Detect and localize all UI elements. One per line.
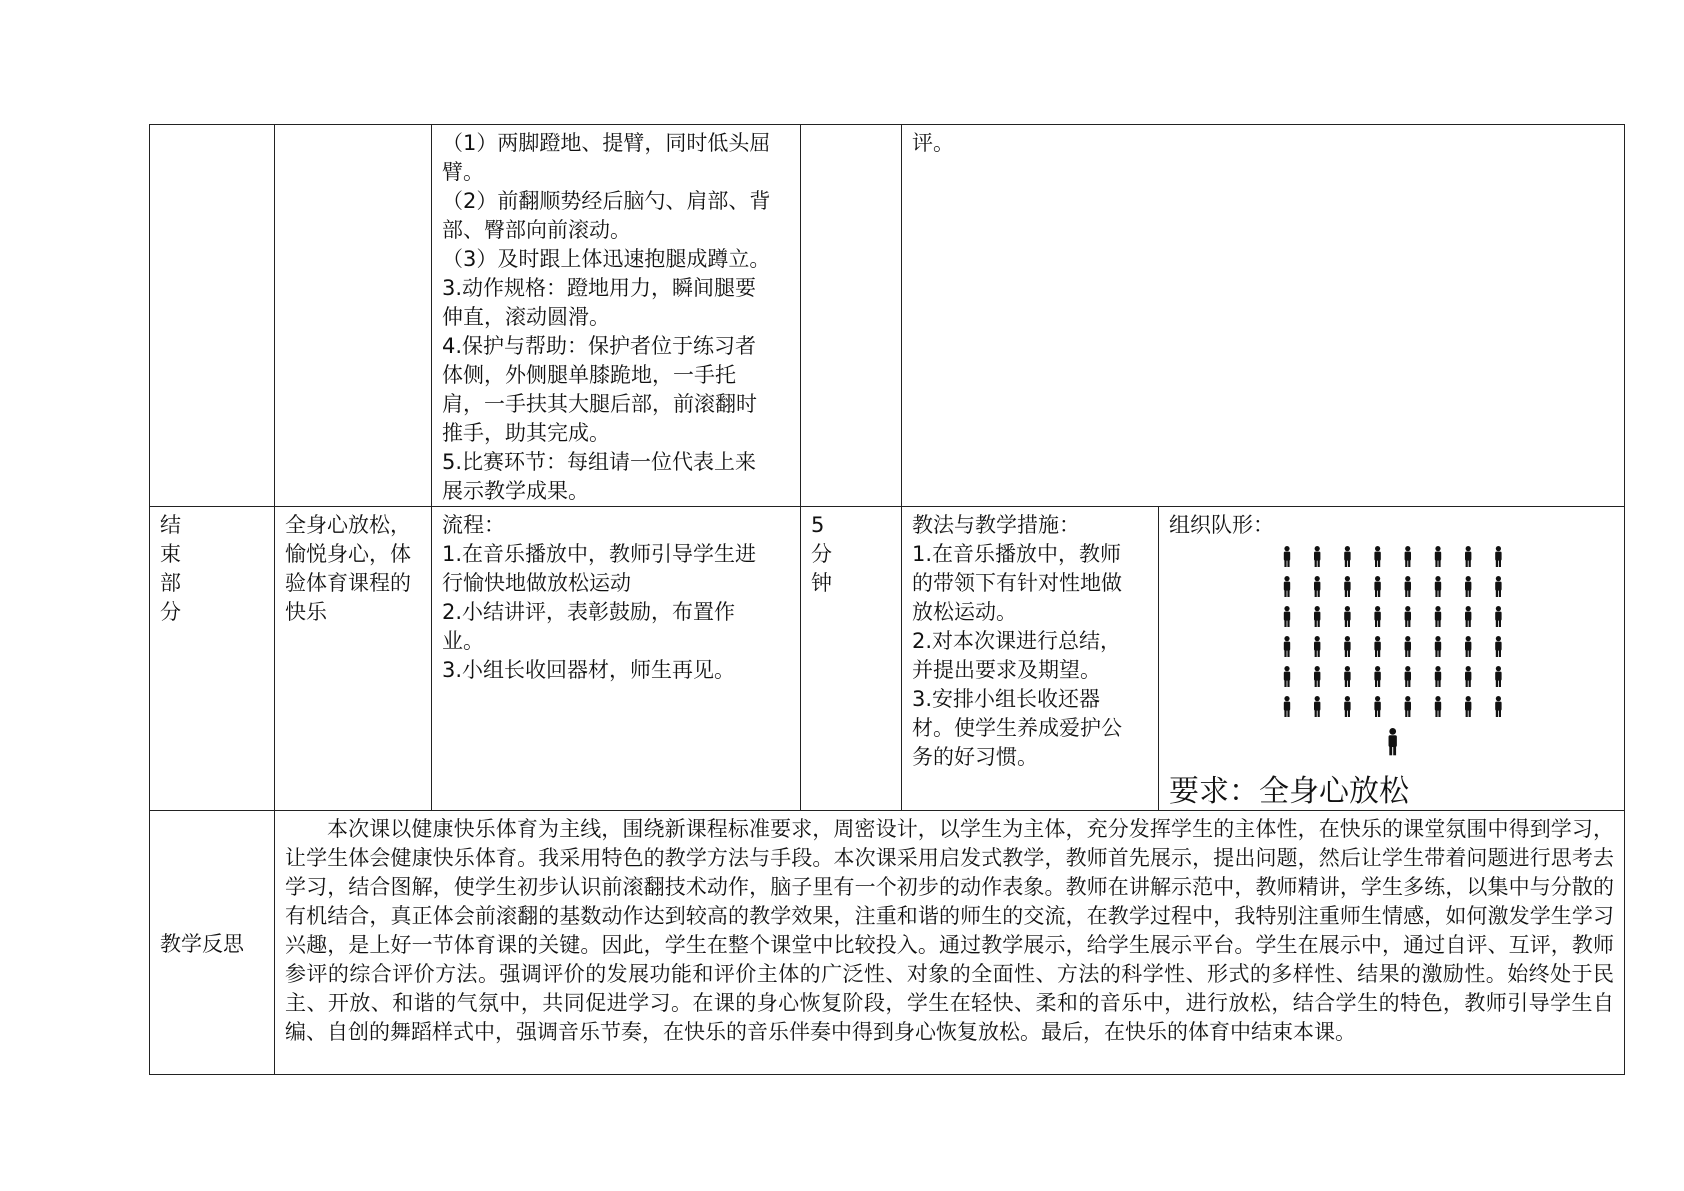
method-line: 材。使学生养成爱护公: [912, 716, 1122, 740]
method-line: 放松运动。: [912, 600, 1017, 624]
formation-cell: [1159, 507, 1625, 811]
content-line: 肩，一手扶其大腿后部，前滚翻时: [442, 392, 757, 416]
content-line: 5.比赛环节：每组请一位代表上来: [442, 450, 757, 474]
student-person-icon: [1314, 666, 1320, 687]
student-person-icon: [1405, 636, 1411, 657]
student-person-icon: [1284, 636, 1290, 657]
method-text: 评。: [912, 131, 954, 155]
formation-svg: [1169, 540, 1609, 758]
process-lines: [442, 511, 790, 685]
student-person-icon: [1284, 606, 1290, 627]
student-person-icon: [1314, 636, 1320, 657]
process-line: 2.小结讲评，表彰鼓励，布置作: [442, 600, 736, 624]
method-line: 3.安排小组长收还器: [912, 687, 1101, 711]
student-person-icon: [1314, 696, 1320, 717]
student-person-icon: [1374, 636, 1380, 657]
reflection-text-cell: [275, 811, 1625, 1075]
student-person-icon: [1284, 546, 1290, 567]
student-person-icon: [1374, 696, 1380, 717]
student-person-icon: [1495, 606, 1501, 627]
student-person-icon: [1435, 576, 1441, 597]
content-line: （3）及时跟上体迅速抱腿成蹲立。: [442, 247, 771, 271]
process-line: 业。: [442, 629, 484, 653]
method-cell: [902, 507, 1159, 811]
student-person-icon: [1405, 606, 1411, 627]
student-person-icon: [1465, 696, 1471, 717]
student-person-icon: [1374, 666, 1380, 687]
student-person-icon: [1495, 696, 1501, 717]
content-line: 体侧，外侧腿单膝跪地，一手托: [442, 363, 736, 387]
lesson-plan-table: [149, 124, 1625, 1075]
part-char: 束: [160, 542, 181, 566]
student-person-icon: [1495, 636, 1501, 657]
part-char: 部: [160, 571, 181, 595]
content-lines: [442, 129, 790, 506]
method-line: 务的好习惯。: [912, 745, 1038, 769]
part-char: 结: [160, 513, 181, 537]
student-person-icon: [1314, 576, 1320, 597]
content-line: 臂。: [442, 160, 484, 184]
method-line: 并提出要求及期望。: [912, 658, 1101, 682]
process-cell: [432, 507, 801, 811]
student-person-icon: [1465, 636, 1471, 657]
student-person-icon: [1344, 666, 1350, 687]
table-row-reflection: [150, 811, 1625, 1075]
process-line: 行愉快地做放松运动: [442, 571, 631, 595]
student-person-icon: [1405, 546, 1411, 567]
time-lines: [811, 511, 891, 598]
content-line: （1）两脚蹬地、提臂，同时低头屈: [442, 131, 771, 155]
process-line: 1.在音乐播放中，教师引导学生进: [442, 542, 757, 566]
student-person-icon: [1284, 576, 1290, 597]
requirement-text: 要求：全身心放松: [1169, 774, 1409, 809]
goal-lines: [285, 511, 421, 627]
student-person-icon: [1405, 576, 1411, 597]
student-person-icon: [1495, 546, 1501, 567]
student-person-icon: [1284, 696, 1290, 717]
student-person-icon: [1435, 696, 1441, 717]
student-person-icon: [1435, 606, 1441, 627]
content-line: 展示教学成果。: [442, 479, 589, 503]
student-person-icon: [1405, 696, 1411, 717]
student-person-icon: [1465, 666, 1471, 687]
content-line: 4.保护与帮助：保护者位于练习者: [442, 334, 757, 358]
content-line: 伸直，滚动圆滑。: [442, 305, 610, 329]
table-row-content-continued: [150, 125, 1625, 507]
goal-line: 全身心放松，: [285, 513, 411, 537]
student-person-icon: [1435, 666, 1441, 687]
time-cell: [801, 507, 902, 811]
time-line: 钟: [811, 571, 832, 595]
time-line: 5: [811, 513, 825, 537]
method-line: 2.对本次课进行总结，: [912, 629, 1122, 653]
method-line: 的带领下有针对性地做: [912, 571, 1122, 595]
formation-diagram: [1169, 540, 1614, 780]
student-person-icon: [1284, 666, 1290, 687]
part-cell: [150, 507, 275, 811]
student-person-icon: [1314, 606, 1320, 627]
student-person-icon: [1465, 606, 1471, 627]
part-label: [160, 511, 264, 627]
student-person-icon: [1374, 576, 1380, 597]
content-cell: [432, 125, 801, 507]
method-cell-continued: [902, 125, 1625, 507]
student-person-icon: [1495, 576, 1501, 597]
method-line: 1.在音乐播放中，教师: [912, 542, 1122, 566]
reflection-text: 本次课以健康快乐体育为主线，围绕新课程标准要求，周密设计，以学生为主体，充分发挥学生的主体性，在快乐的课堂氛围中得到学习，让学生体会健康快乐体育。我采用特色的教学方法与手段。本次课采用启发式教学，教师首先展示，提出问题，然后让学生带着问题进行思考去学习，结合图解，使学生初步认识前滚翻技术动作，脑子里有一个初步的动作表象。教师在讲解示范中，教师精讲，学生多练，以集中与分散的有机结合，真正体会前滚翻的基数动作达到较高的教学效果，注重和谐的师生的交流，在教学过程中，我特别注重师生情感，如何激发学生学习兴趣，是上好一节体育课的关键。因此，学生在整个课堂中比较投入。通过教学展示，给学生展示平台。学生在展示中，通过自评、互评，教师参评的综合评价方法。强调评价的发展功能和评价主体的广泛性、对象的全面性、方法的科学性、形式的多样性、结果的激励性。始终处于民主、开放、和谐的气氛中，共同促进学习。在课的身心恢复阶段，学生在轻快、柔和的音乐中，进行放松，结合学生的特色，教师引导学生自编、自创的舞蹈样式中，强调音乐节奏，在快乐的音乐伴奏中得到身心恢复放松。最后，在快乐的体育中结束本课。: [285, 817, 1614, 1044]
student-person-icon: [1314, 546, 1320, 567]
goal-line: 验体育课程的: [285, 571, 411, 595]
method-lines: [912, 511, 1148, 772]
time-cell-empty: [801, 125, 902, 507]
student-person-icon: [1465, 546, 1471, 567]
goal-cell-empty: [275, 125, 432, 507]
method-line: 教法与教学措施：: [912, 513, 1080, 537]
process-line: 流程：: [442, 513, 505, 537]
teacher-person-icon: [1389, 728, 1397, 755]
time-line: 分: [811, 542, 832, 566]
goal-line: 愉悦身心，体: [285, 542, 411, 566]
content-line: （2）前翻顺势经后脑勺、肩部、背: [442, 189, 771, 213]
goal-line: 快乐: [285, 600, 327, 624]
student-person-icon: [1344, 636, 1350, 657]
process-line: 3.小组长收回器材，师生再见。: [442, 658, 736, 682]
student-person-icon: [1374, 606, 1380, 627]
student-person-icon: [1344, 576, 1350, 597]
part-char: 分: [160, 600, 181, 624]
student-person-icon: [1344, 546, 1350, 567]
table-row-ending-part: [150, 507, 1625, 811]
student-person-icon: [1374, 546, 1380, 567]
student-person-icon: [1435, 636, 1441, 657]
part-cell-empty: [150, 125, 275, 507]
student-person-icon: [1495, 666, 1501, 687]
student-person-icon: [1465, 576, 1471, 597]
content-line: 部、臀部向前滚动。: [442, 218, 631, 242]
content-line: 推手，助其完成。: [442, 421, 610, 445]
student-person-icon: [1344, 696, 1350, 717]
reflection-label: 教学反思: [160, 932, 244, 956]
goal-cell: [275, 507, 432, 811]
reflection-label-cell: [150, 811, 275, 1075]
student-person-icon: [1405, 666, 1411, 687]
student-person-icon: [1344, 606, 1350, 627]
formation-label: 组织队形：: [1169, 513, 1274, 537]
student-person-icon: [1435, 546, 1441, 567]
content-line: 3.动作规格：蹬地用力，瞬间腿要: [442, 276, 757, 300]
